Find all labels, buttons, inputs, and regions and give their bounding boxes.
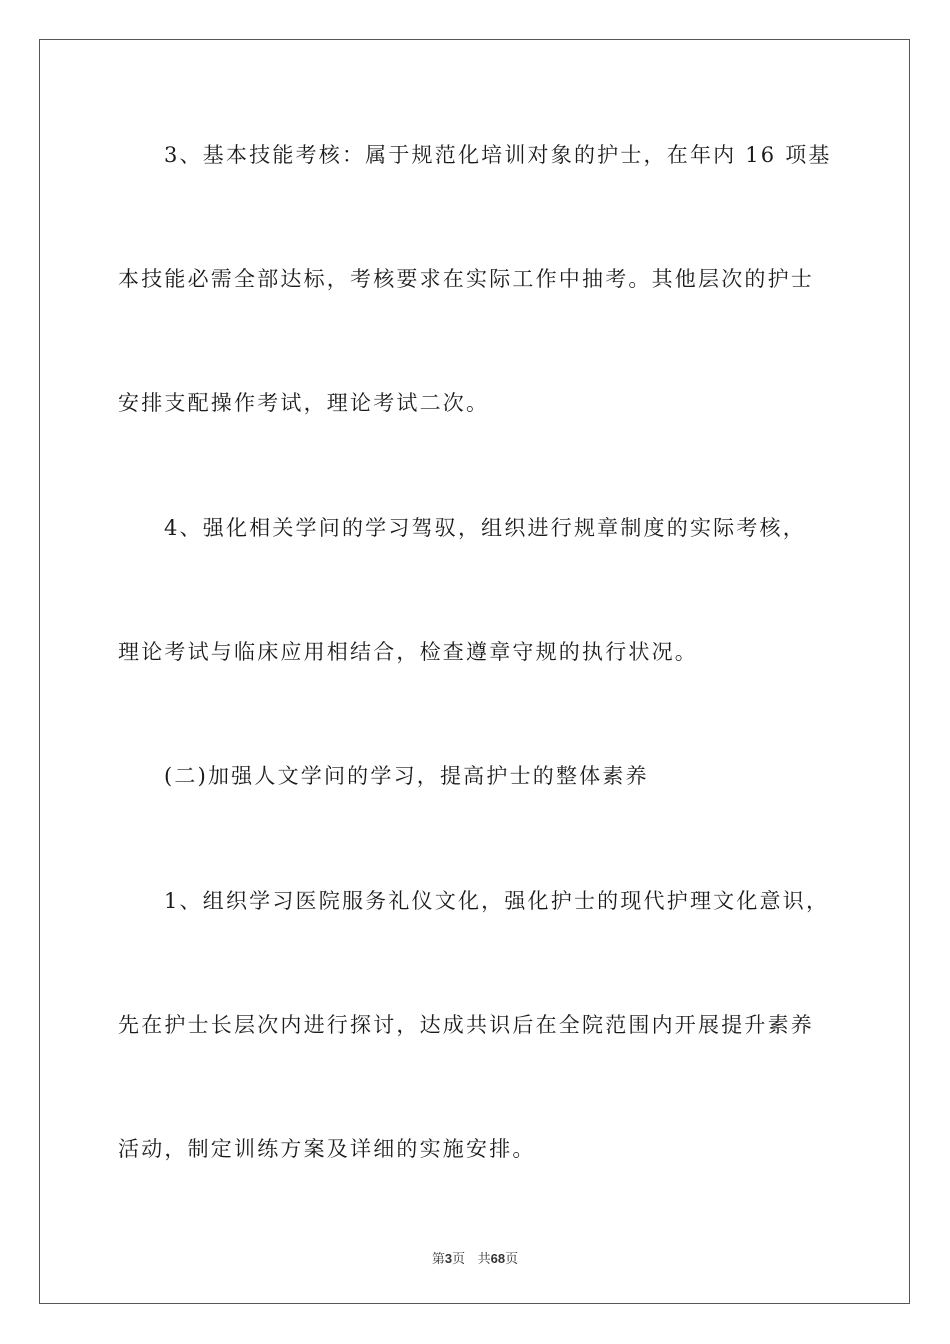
paragraph-line: 1、组织学习医院服务礼仪文化，强化护士的现代护理文化意识， [164,889,830,913]
paragraph-line: 本技能必需全部达标，考核要求在实际工作中抽考。其他层次的护士 [118,267,814,291]
page-footer [0,1248,950,1267]
paragraph-line: 理论考试与临床应用相结合，检查遵章守规的执行状况。 [118,640,698,664]
paragraph-line: 3、基本技能考核：属于规范化培训对象的护士，在年内 16 项基 [164,143,832,167]
footer-total-suffix: 页 [505,1252,519,1267]
footer-page-suffix: 页 [452,1252,466,1267]
paragraph-line: 安排支配操作考试，理论考试二次。 [118,391,490,415]
section-heading: (二)加强人文学问的学习，提高护士的整体素养 [164,764,649,788]
page-border [39,39,910,1304]
footer-page-prefix: 第 [431,1252,445,1267]
footer-total-pages: 68 [490,1251,506,1266]
footer-total-prefix: 共 [477,1252,491,1267]
paragraph-line: 活动，制定训练方案及详细的实施安排。 [118,1137,536,1161]
paragraph-line: 先在护士长层次内进行探讨，达成共识后在全院范围内开展提升素养 [118,1013,814,1037]
paragraph-line: 4、强化相关学问的学习驾驭，组织进行规章制度的实际考核， [164,516,806,540]
footer-page-number: 3 [444,1251,453,1266]
